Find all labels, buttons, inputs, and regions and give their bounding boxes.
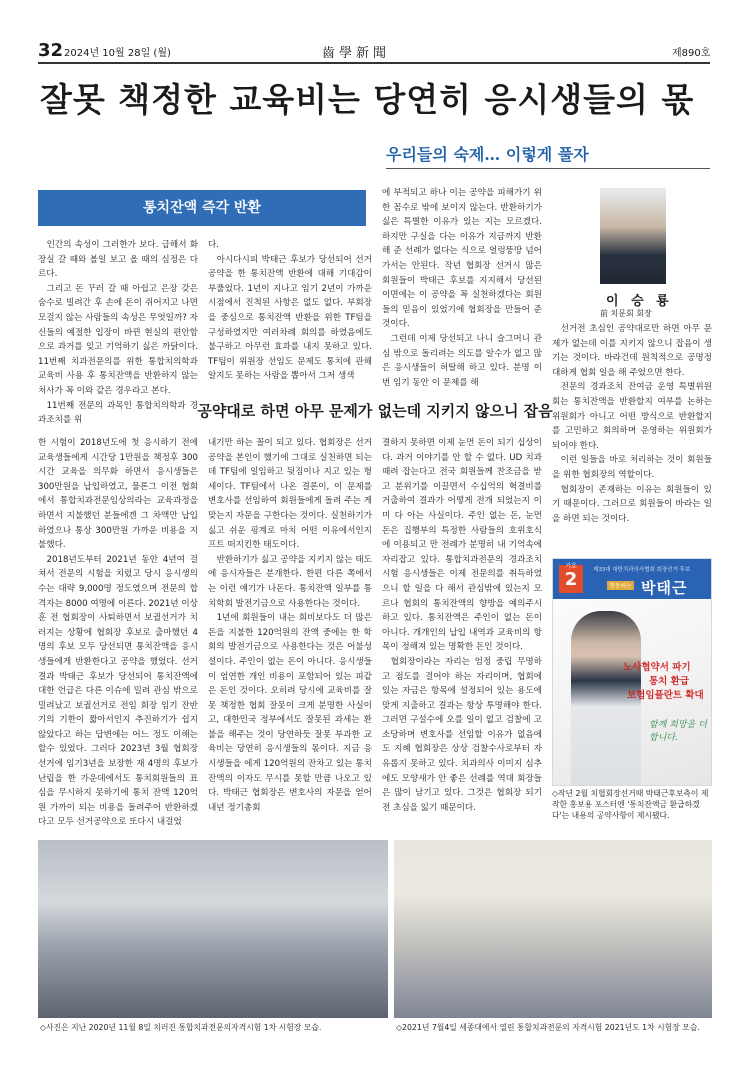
poster-candidate-name: 박태근 xyxy=(641,579,688,597)
poster-slogan-3: 보험임플란트 확대 xyxy=(627,690,704,701)
subheadline: 우리들의 숙제… 이렇게 풀자 xyxy=(386,145,589,164)
issue-number: 제890호 xyxy=(672,48,711,59)
poster-name-prefix: 행동하는 xyxy=(609,583,633,590)
photo-caption-left: ◇사진은 지난 2020년 11월 8일 치러진 통합치과전문의자격시험 1차 시험장 모습. xyxy=(40,1023,322,1032)
paragraph: 선거전 초심인 공약대로만 하면 아무 문제가 없는데 이를 지키지 않으니 잡음이 생기는 것이다. 바라건데 원칙적으로 공명정대하게 협회 일을 해 주었으면 한다. xyxy=(552,324,712,378)
paragraph: 협회장이라는 자리는 엄정 중립 무명하고 점도를 걸어야 하는 자리이며, 협회에 있는 자금은 항목에 설정되어 있는 용도에 맞게 지출하고 결과는 항상 투명해야 한다. 그러면 구설수에 오를 일이 없고 검찰에 고소당하며 변호사를 선임할 이유가 없음에도 지혜 협회장은 상상 검찰수사로부터 자유롭지 못하고 있다. 치과의사 이미지 심추에도 모양새가 안 좋은 선례를 역대 회장들은 많이 남기고 있다. 그것은 협회장 되기 전 초심을 잃기 때문이다. xyxy=(382,656,542,813)
paragraph: 그런데 이제 당선되고 나니 슬그머니 관심 밖으로 돌리려는 의도를 알수가 없고 많은 응시생들이 허탈해 하고 있다. 분명 이번 임기 동안 이 문제를 해 xyxy=(382,333,542,388)
section-title: 통치잔액 즉각 반환 xyxy=(38,190,366,226)
campaign-poster xyxy=(552,558,712,786)
author-name: 이 승 룡 xyxy=(606,294,673,309)
poster-badge-label: 기호 xyxy=(565,563,577,570)
poster-badge-number: 2 xyxy=(559,565,583,593)
paragraph: 전문의 경과조치 잔여금 운영 특별위원회는 통치잔액을 반환할지 여부를 논하는 위원회가 아니고 어떤 방식으로 반환할지를 고민하고 회의하며 운영하는 위원회가 되어야 한다. xyxy=(552,382,712,451)
poster-tagline: 함께 희망을 더 합니다. xyxy=(649,720,707,743)
exam-hall-photo-2021 xyxy=(394,840,712,1018)
headline: 잘못 책정한 교육비는 당연히 응시생들의 몫 xyxy=(40,80,695,119)
paragraph: 그리고 돈 꾸러 갈 때 아쉽고 은장 갖은 숨수로 빌려간 후 손에 돈이 쥐어지고 나면 모걸지 않는 사람들의 속성은 무엇일까? 자신들의 예절한 입장이 바뀐 현실의 편안함으로 과거를 잊고 기억하기 싫은 까닭이다. 11번째 치과전문의를 위한 통합치의학과 교육비 사용 후 통치잔액을 반환하지 않는 처사가 꼭 이와 같은 경우라고 본다. xyxy=(38,283,198,396)
column-4-top xyxy=(552,322,712,548)
paragraph: 에 부적되고 하나 이는 공약을 피해가기 위한 꼼수로 밖에 보이지 않는다. 반환하기가 싫은 특별한 이유가 있는 지는 모르겠다. 하지만 구실을 다는 이유가 지금까지 반환해 준 선례가 없다는 식으로 얼렁뚱땅 넘어가서는 안된다. 작년 협회장 선거시 많은 회원들이 박태근 후보를 지지해서 당선된 이면에는 이 공약을 꼭 실천하겠다는 회원들의 믿음이 있었기에 협회장을 만들어 준 것이다. xyxy=(382,188,542,330)
issue-date: 2024년 10월 28일 (월) xyxy=(64,48,171,59)
header-divider xyxy=(38,62,710,64)
paragraph: 2018년도부터 2021년 동안 4년여 걸쳐서 전문의 시험을 치렀고 당시 응시생의 수는 대략 9,000명 정도였으며 전문의 합격자는 8000 여명에 이른다. 2021년 이상훈 전 협회장이 사퇴하면서 보궐선거가 치러지는 상황에 협회장 후보로 출마했던 4명의 후보 모두 당선되면 통치잔액을 응시생들에게 반환한다고 공약을 했었다. 선거결과 박태근 후보가 당선되어 통치잔액에 대한 언급은 다른 이슈에 밀려 관심 밖으로 밀려났고 보궐선거로 전임 회장 임기 잔반기의 기한이 짧아서인지 추진하기가 쉽지 않았다고 하는 답변에는 어느 정도 이해는 할수 있었다. 그러다 2023년 3월 협회장 선거에 임기3년을 보장한 재 4명의 후보가 난립을 한 가운데에서도 통치회원들의 표심을 무시하지 못하기에 통치 잔액 120억원 가까이 되는 비용을 돌려주어 반환하겠다고 모두 선거공약으로 또다시 내걸었 xyxy=(38,554,198,828)
author-photo xyxy=(600,188,666,284)
column-2-top xyxy=(208,238,372,394)
paragraph: 아시다시피 박태근 후보가 당선되어 선거 공약을 한 통치잔액 반환에 대해 기대감이 부풀었다. 1년이 지나고 임기 2년이 가까운 시점에서 진척된 사항은 없도 없다. 부회장을 중심으로 통치잔액 반환을 위한 TF팀을 구성하였지만 여러차례 회의를 하였음에도 불구하고 아무런 효과를 내지 못하고 있다. TF팀이 위원장 선임도 문제도 통치에 관해 알지도 못하는 사람을 뽑아서 그저 생색 xyxy=(208,254,372,382)
photo-caption-right: ◇2021년 7월4일 세종대에서 열린 통합치과전문의 자격시험 2021년도 1차 시험장 모습. xyxy=(396,1023,700,1032)
masthead: 齒學新聞 xyxy=(322,46,391,61)
column-1-bottom xyxy=(38,436,198,828)
exam-hall-photo-2020 xyxy=(38,840,388,1018)
column-1-top xyxy=(38,238,198,426)
poster-small-text: 제33대 대한치과의사협회 회장선거 후보 xyxy=(593,567,691,573)
paragraph: 결하지 못하면 이제 눈먼 돈이 되기 십상이다. 과거 이야기를 안 할 수 없다. UD 치과 때려 잡는다고 전국 회원들께 찬조금을 받고 분위기를 이끌면서 수십억의 혁결비를 거출하여 결과가 어떻게 전개 되었는지 이미 다 아는 사실이다. 주인 없는 돈, 눈먼 돈은 집행부의 특정한 사람들의 호위호식에 이용되고 만 전례가 분명히 내 기억속에 자리잡고 있다. 통합치과전문의 경과조치 시험 응시생들은 이제 전문의를 취득하였으니 할 일을 다 해서 관심밖에 있는지 모르나 협회의 통치잔액의 향방을 예의주시하고 있다. 통치잔액은 주인이 없는 돈이 아니다. 개개인의 납입 내역과 교육비의 항목이 정해져 있는 명확한 돈인 것이다. xyxy=(382,438,542,653)
column-2-bottom xyxy=(208,436,372,822)
pull-quote: 공약대로 하면 아무 문제가 없는데 지키지 않으니 잡음 xyxy=(197,402,553,420)
paragraph: 이런 일들을 바로 처리하는 것이 회원들을 위한 협회장의 역할이다. xyxy=(552,455,712,480)
paragraph: 1년에 회원들이 내는 회비보다도 더 많은 돈을 지불한 120억원의 잔액 중에는 한 학회의 발전기금으로 사용한다는 것은 어불성설이다. 주인이 없는 돈이 아니다. 응시생들이 엄연한 개인 비용이 포함되어 있는 피같은 돈인 것이다. 오히려 당시에 교육비를 잘못 책정한 협회 잘못이 크게 분명한 사실이고, 대한민국 정부에서도 잘못된 과세는 환불을 해주는 것이 당연하듯 잘못 부과한 교육비는 당연히 응시생들의 몫이다. 지금 응시생들을 에게 120억원의 잔차고 있는 통치 잔액의 이자도 무시를 못할 만큼 나오고 있다. 박태근 협회장은 변호사의 자문을 얻어 내년 정기총회 xyxy=(208,613,372,813)
page-number: 32 xyxy=(38,40,64,61)
paragraph: 협회장이 존재하는 이유는 회원들이 있기 때문이다. 그러므로 회원들이 바라는 일을 하면 되는 것이다. xyxy=(552,484,712,524)
poster-caption: ◇작년 2월 치협회장선거때 박태근후보측이 제작한 홍보용 포스터엔 '통치잔액금 환급하겠다'는 내용의 공약사항이 제시됐다. xyxy=(552,789,709,820)
paragraph: 한 시험이 2018년도에 첫 응시하기 전에 교육생들에게 시간당 1만원을 책정후 300시간 교육을 의무화 하면서 응시생들은 300만원을 납입하였고, 물론그 이전 협회에서 통합치과전문임상의라는 교육과정을 하면서 지불했던 분들에겐 그 차액만 납입하였으나 통상 300만원 가까운 비용을 지불했다. xyxy=(38,438,198,551)
column-3-bottom xyxy=(382,436,542,822)
paragraph: 다. xyxy=(208,240,220,250)
poster-slogan-2: 통치 환급 xyxy=(649,676,690,687)
author-role: 前 치문회 회장 xyxy=(600,309,652,318)
subheadline-divider xyxy=(386,168,710,169)
paragraph: 반환하기가 싫고 공약을 지키지 않는 태도에 응시자들은 분개한다. 한편 다른 쪽에서는 이런 얘기가 나돈다. 통치잔액 일부를 통치학회 발전기금으로 사용한다는 것이다. xyxy=(208,554,372,609)
column-3-top xyxy=(382,186,542,394)
poster-slogan-1: 노사협약서 파기 xyxy=(623,662,691,673)
paragraph: 11번째 전문의 과목인 통합치의학과 경과조치를 위 xyxy=(38,400,198,426)
paragraph: 인간의 속성이 그러한가 보다. 급해서 화장실 갈 때와 볼일 보고 올 때의 심정은 다르다. xyxy=(38,240,198,280)
paragraph: 내기만 하는 꼴이 되고 있다. 협회장은 선거 공약을 본인이 했기에 그대로 실천하면 되는데 TF팀에 일임하고 뒷짐이나 지고 있는 형세이다. TF팀에서 나온 결론이, 이 문제를 변호사를 선임하여 회원들에게 돌려 주는 게 맞는지 자문을 구한다는 것이다. 실천하기가 싫고 쉬운 핑계로 마치 어떤 이유에서인지 프트 떠지킨한 태도이다. xyxy=(208,438,372,551)
